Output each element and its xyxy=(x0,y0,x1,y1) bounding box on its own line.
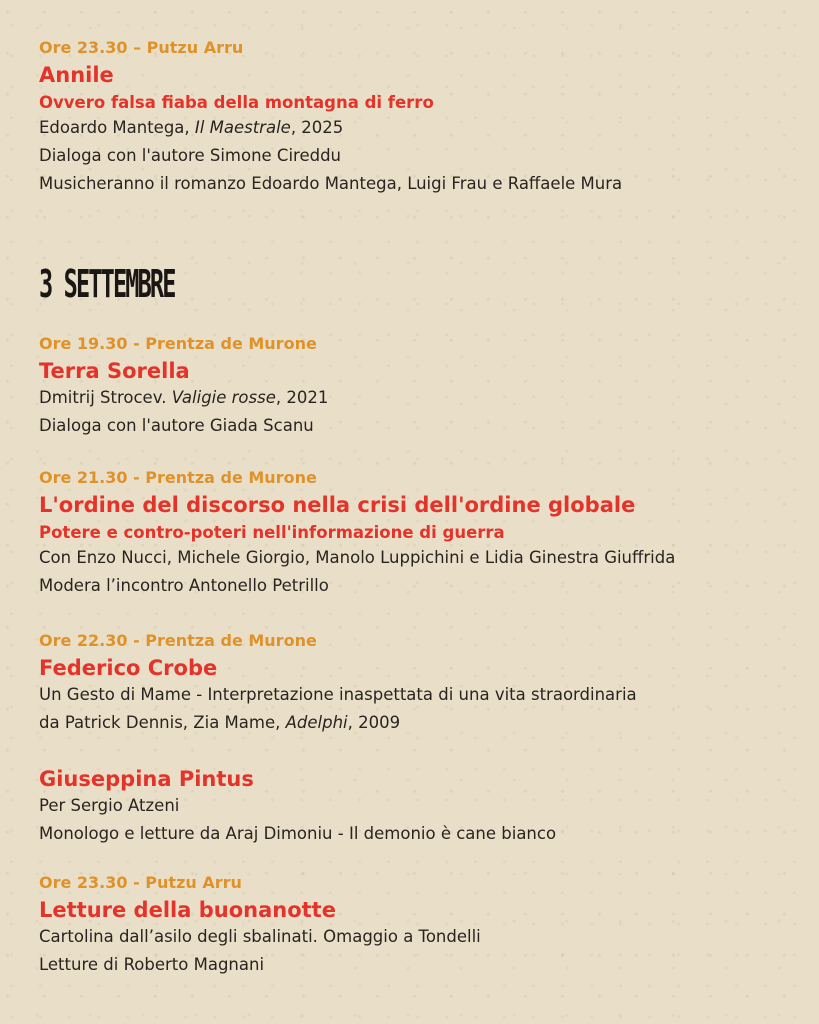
event-description-line: Un Gesto di Mame - Interpretazione inaspettata di una vita straordinaria xyxy=(39,685,637,704)
event-readers-line: Letture di Roberto Magnani xyxy=(39,955,265,974)
event-annile xyxy=(39,38,799,198)
event-book-publisher: Il Maestrale xyxy=(194,118,291,137)
event-time: Ore 19.30 - Prentza de Murone xyxy=(39,334,317,353)
event-giuseppina-pintus xyxy=(39,762,799,848)
event-book-author: Dmitrij Strocev. xyxy=(39,388,172,407)
event-description-line: Per Sergio Atzeni xyxy=(39,796,180,815)
event-title: Federico Crobe xyxy=(39,656,218,680)
event-letture-buonanotte xyxy=(39,873,799,979)
event-title: Letture della buonanotte xyxy=(39,898,336,922)
event-moderator-line: Modera l’incontro Antonello Petrillo xyxy=(39,576,329,595)
event-book-year: , 2021 xyxy=(275,388,329,407)
event-guests-line: Con Enzo Nucci, Michele Giorgio, Manolo Luppichini e Lidia Ginestra Giuffrida xyxy=(39,548,676,567)
event-book-author: Edoardo Mantega, xyxy=(39,118,195,137)
event-ordine-discorso xyxy=(39,468,799,600)
event-subtitle: Ovvero falsa fiaba della montagna di ferro xyxy=(39,93,434,112)
event-subtitle: Potere e contro-poteri nell'informazione di guerra xyxy=(39,523,505,542)
event-book-author: da Patrick Dennis, Zia Mame, xyxy=(39,713,286,732)
event-time: Ore 22.30 - Prentza de Murone xyxy=(39,631,317,650)
event-dialogue-line: Dialoga con l'autore Giada Scanu xyxy=(39,416,314,435)
event-description-line: Cartolina dall’asilo degli sbalinati. Omaggio a Tondelli xyxy=(39,927,481,946)
event-time: Ore 21.30 - Prentza de Murone xyxy=(39,468,317,487)
event-book-publisher: Adelphi xyxy=(285,713,348,732)
event-time: Ore 23.30 - Putzu Arru xyxy=(39,873,242,892)
day-heading: 3 SETTEMBRE xyxy=(39,262,175,306)
event-book-line xyxy=(39,114,799,142)
event-dialogue-line: Dialoga con l'autore Simone Cireddu xyxy=(39,146,342,165)
event-book-year: , 2025 xyxy=(290,118,344,137)
event-title: L'ordine del discorso nella crisi dell'ordine globale xyxy=(39,493,636,517)
event-book-year: , 2009 xyxy=(347,713,401,732)
event-description-line: Monologo e letture da Araj Dimoniu - Il demonio è cane bianco xyxy=(39,824,557,843)
event-title: Annile xyxy=(39,63,114,87)
event-federico-crobe xyxy=(39,631,799,737)
event-terra-sorella xyxy=(39,334,799,440)
event-book-line xyxy=(39,384,799,412)
event-book-title: Valigie rosse xyxy=(171,388,276,407)
event-title: Giuseppina Pintus xyxy=(39,767,254,791)
event-book-line xyxy=(39,709,799,737)
event-time: Ore 23.30 – Putzu Arru xyxy=(39,38,244,57)
event-music-line: Musicheranno il romanzo Edoardo Mantega, Luigi Frau e Raffaele Mura xyxy=(39,174,623,193)
event-title: Terra Sorella xyxy=(39,359,190,383)
